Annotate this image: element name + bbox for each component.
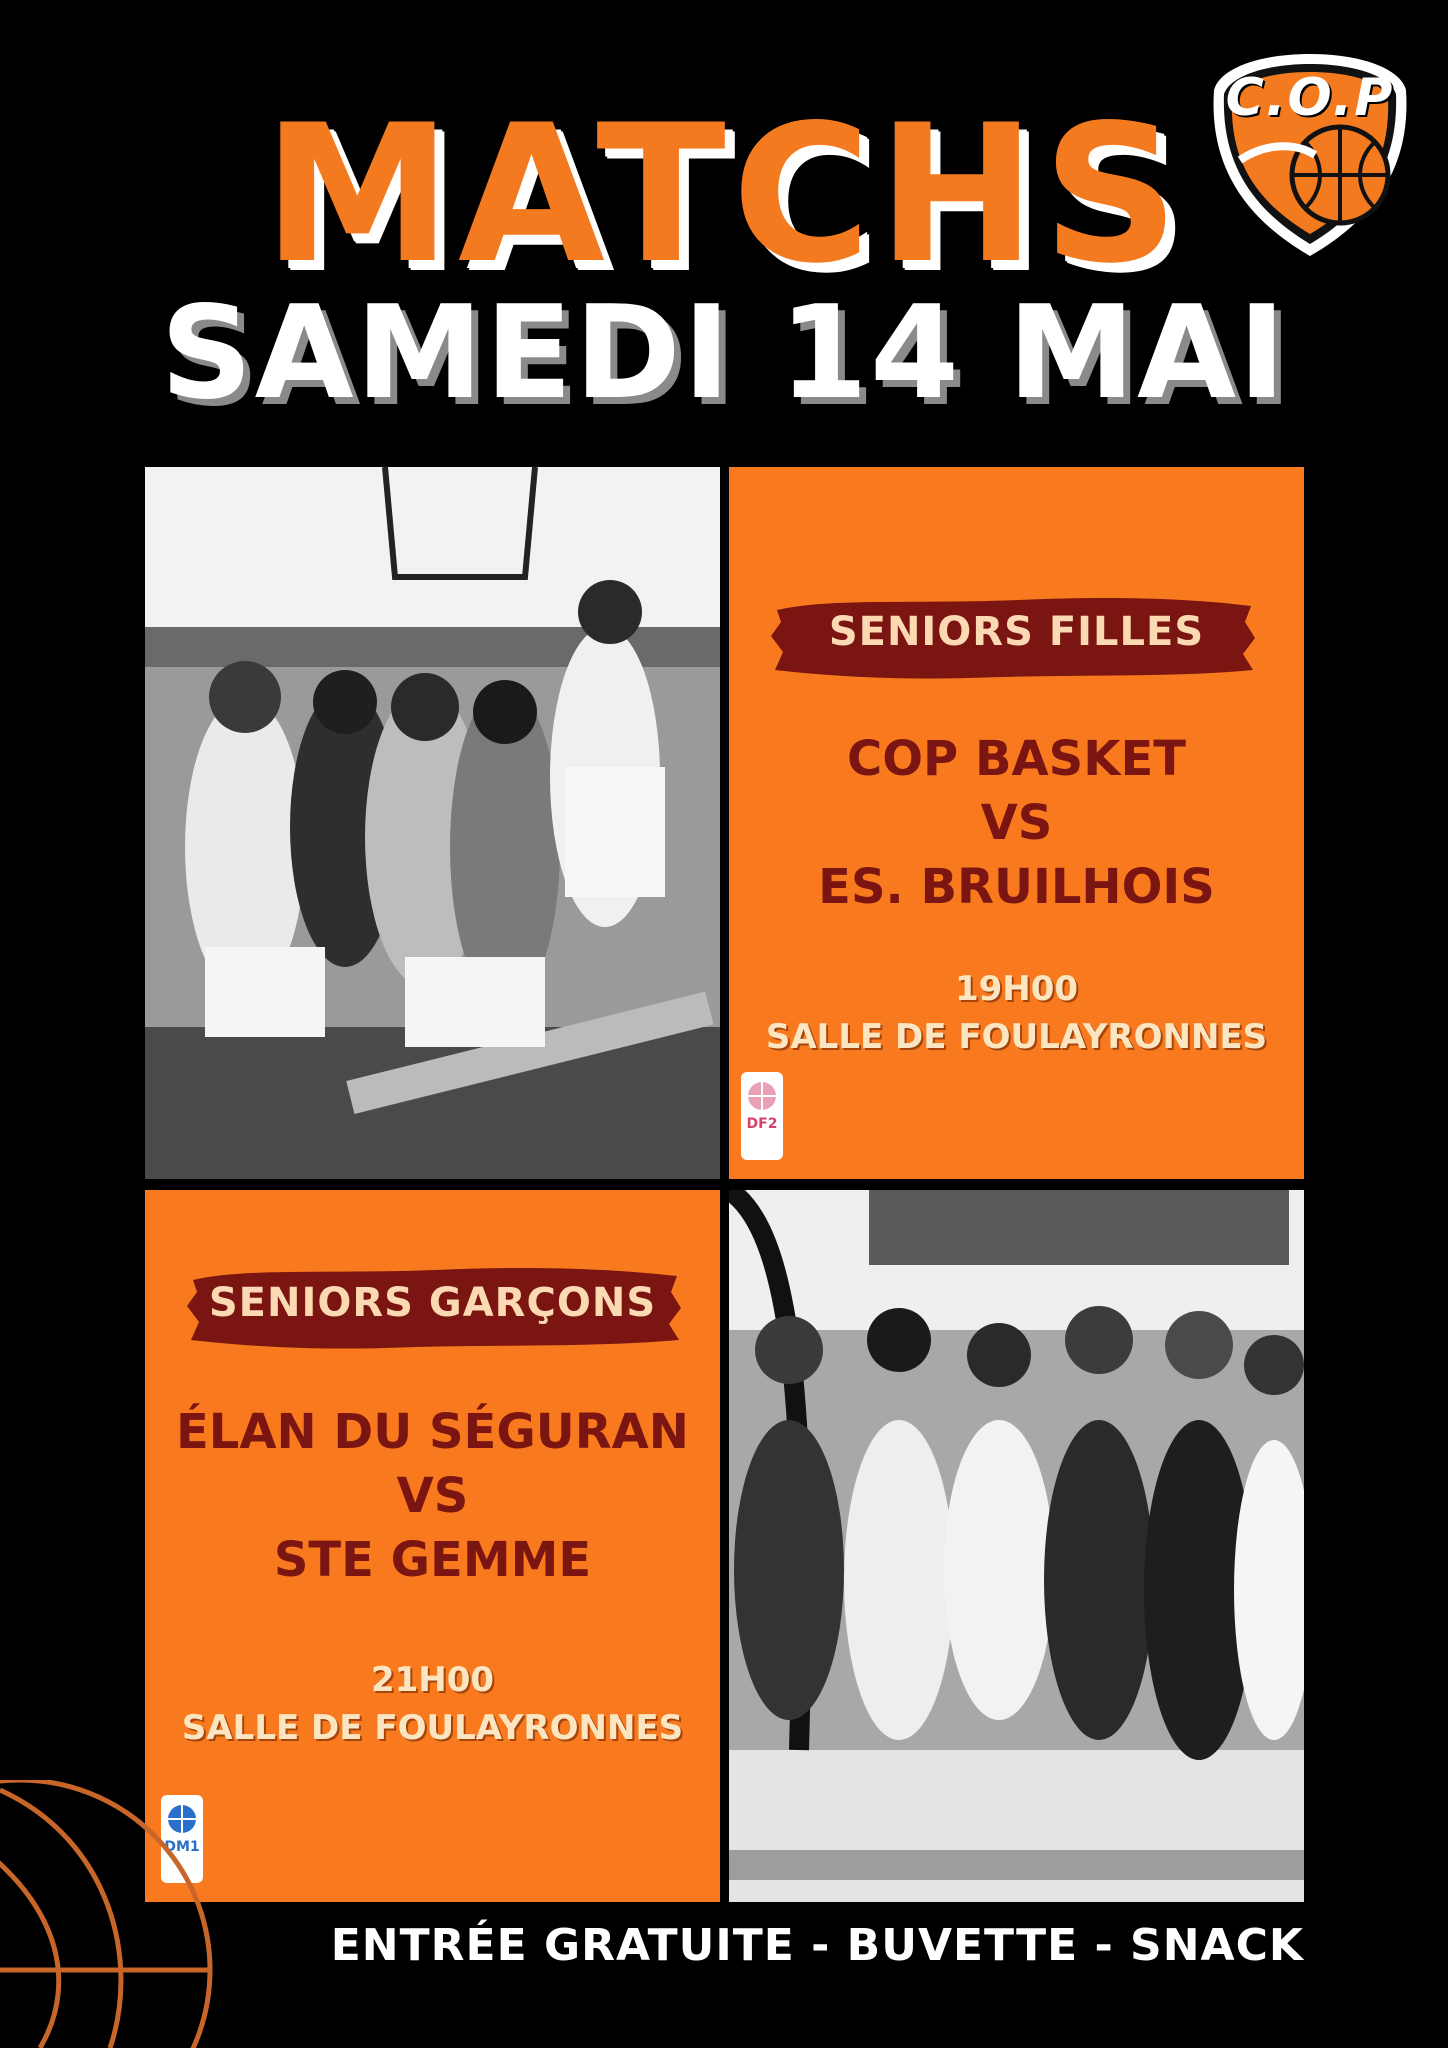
match-venue: SALLE DE FOULAYRONNES xyxy=(765,1017,1268,1057)
club-logo xyxy=(1210,50,1410,260)
category-label: SENIORS GARÇONS xyxy=(208,1280,657,1326)
league-badge-label: DM1 xyxy=(164,1839,200,1855)
match-time: 19H00 xyxy=(954,969,1079,1009)
home-team: ÉLAN DU SÉGURAN xyxy=(176,1404,689,1460)
logo-text: C.O.P xyxy=(1225,68,1395,128)
league-ball-icon xyxy=(741,1076,783,1118)
league-badge-label: DF2 xyxy=(746,1116,778,1132)
vs-label: VS xyxy=(980,795,1053,851)
poster-date: SAMEDI 14 MAI xyxy=(160,279,1288,428)
footer-info: ENTRÉE GRATUITE - BUVETTE - SNACK xyxy=(330,1920,1304,1971)
men-team-photo xyxy=(729,1190,1304,1902)
poster-title: MATCHS xyxy=(262,84,1186,305)
vs-label: VS xyxy=(396,1468,469,1524)
match-venue: SALLE DE FOULAYRONNES xyxy=(181,1708,684,1748)
league-badge xyxy=(741,1072,783,1160)
team-huddle-icon xyxy=(729,1190,1304,1902)
away-team: STE GEMME xyxy=(273,1532,592,1588)
match-time: 21H00 xyxy=(370,1660,495,1700)
women-team-photo xyxy=(145,467,720,1179)
women-match-panel xyxy=(729,467,1304,1179)
category-label: SENIORS FILLES xyxy=(828,609,1205,655)
team-huddle-icon xyxy=(145,467,720,1179)
away-team: ES. BRUILHOIS xyxy=(818,859,1215,915)
basketball-outline-icon xyxy=(0,1780,240,2048)
home-team: COP BASKET xyxy=(847,731,1186,787)
